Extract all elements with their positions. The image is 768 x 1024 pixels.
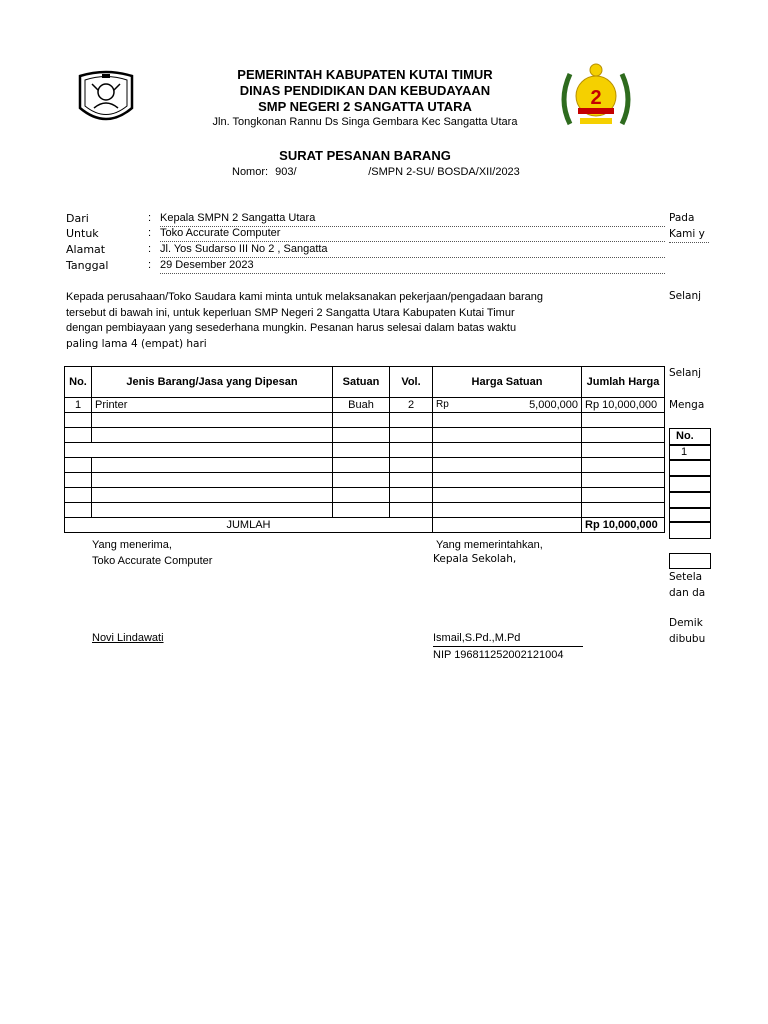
cell-harga-value: 5,000,000 [529,399,578,411]
signature-right-nip: NIP 196811252002121004 [433,649,564,661]
fragment-pada: Pada [669,212,695,224]
info-colon: : [148,227,152,239]
info-label-untuk: Untuk [66,227,99,240]
nomor-value: 903/ [275,166,297,178]
table-row [65,428,665,443]
fragment-kami: Kami y [669,228,705,240]
letterhead-line2: DINAS PENDIDIKAN DAN KEBUDAYAAN [239,83,491,98]
letterhead-address: Jln. Tongkonan Rannu Ds Singa Gembara Kec Sangatta Utara [212,116,518,128]
letterhead-line1: PEMERINTAH KABUPATEN KUTAI TIMUR [237,67,493,82]
fragment-dibubu: dibubu [669,633,706,645]
cell-vol: 2 [390,398,433,413]
header-vol: Vol. [390,367,433,398]
fragment-table-1: 1 [681,446,688,458]
table-row [65,503,665,518]
total-label: JUMLAH [65,518,433,533]
paragraph-line2: tersebut di bawah ini, untuk keperluan SMP Negeri 2 Sangatta Utara Kabupaten Kutai Timur [66,306,515,319]
signature-right-role: Yang memerintahkan, [436,539,543,551]
signature-left-org: Toko Accurate Computer [92,555,213,567]
table-row [65,398,665,413]
info-value-dari: Kepala SMPN 2 Sangatta Utara [160,212,665,227]
kutai-timur-crest-logo [74,68,138,128]
document-number [232,166,520,178]
cell-harga-currency: Rp [436,399,449,410]
info-colon: : [148,243,152,255]
info-value-alamat: Jl. Yos Sudarso III No 2 , Sangatta [160,243,665,258]
header-satuan: Satuan [333,367,390,398]
signature-left-name: Novi Lindawati [92,632,164,644]
cell-no: 1 [65,398,92,413]
school-emblem-logo [556,60,636,132]
paragraph-line3: dengan pembiayaan yang sesederhana mungkin. Pesanan harus selesai dalam batas waktu [66,322,517,334]
table-header-row [65,367,665,398]
fragment-dan: dan da [669,587,706,599]
info-label-dari: Dari [66,212,89,225]
signature-underline [433,646,583,647]
signature-right-org: Kepala Sekolah, [433,553,517,565]
header-jenis: Jenis Barang/Jasa yang Dipesan [92,367,333,398]
info-label-tanggal: Tanggal [66,259,109,272]
info-colon: : [148,212,152,224]
fragment-demik: Demik [669,617,703,629]
fragment-selanj-2: Selanj [669,367,702,379]
cell-satuan: Buah [333,398,390,413]
info-label-alamat: Alamat [66,243,106,256]
fragment-selanj-1: Selanj [669,290,702,302]
table-row [65,443,665,458]
total-value: Rp 10,000,000 [582,518,665,533]
info-colon: : [148,259,152,271]
signature-right-name: Ismail,S.Pd.,M.Pd [433,632,521,644]
signature-left-role: Yang menerima, [92,539,172,551]
paragraph-line1: Kepada perusahaan/Toko Saudara kami minta untuk melaksanakan pekerjaan/pengadaan barang [66,291,544,303]
paragraph-line4: paling lama 4 (empat) hari [66,337,207,350]
fragment-table-row [669,521,711,539]
table-row [65,458,665,473]
fragment-table-no: No. [676,430,694,442]
info-value-untuk: Toko Accurate Computer [160,227,665,242]
order-items-table [64,366,665,533]
cell-jumlah: Rp 10,000,000 [582,398,665,413]
nomor-suffix: /SMPN 2-SU/ BOSDA/XII/2023 [368,166,520,178]
order-paragraph [66,290,606,352]
table-row [65,473,665,488]
fragment-setela: Setela [669,571,703,583]
info-value-tanggal: 29 Desember 2023 [160,259,665,274]
fragment-dotline [669,242,709,243]
letterhead-line3: SMP NEGERI 2 SANGATTA UTARA [258,99,472,114]
cell-jenis: Printer [92,398,333,413]
table-row [65,413,665,428]
fragment-menga: Menga [669,399,705,411]
nomor-label: Nomor: [232,166,269,178]
table-total-row [65,518,665,533]
document-title: SURAT PESANAN BARANG [279,148,451,163]
emblem-number: 2 [590,87,602,109]
header-harga-satuan: Harga Satuan [433,367,582,398]
header-no: No. [65,367,92,398]
cell-harga [433,398,582,413]
header-jumlah-harga: Jumlah Harga [582,367,665,398]
table-row [65,488,665,503]
fragment-table-row [669,553,711,569]
